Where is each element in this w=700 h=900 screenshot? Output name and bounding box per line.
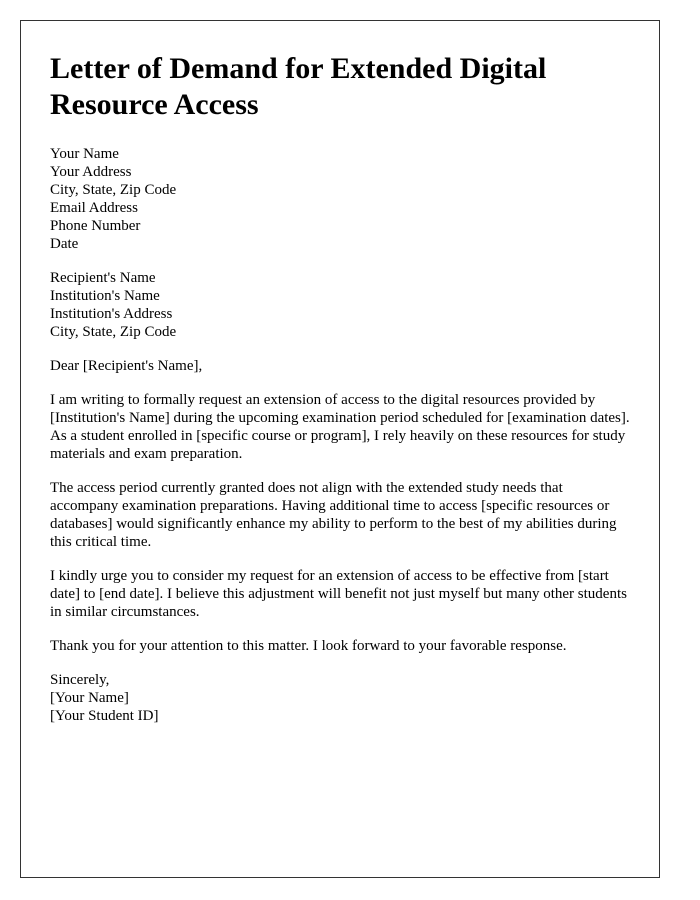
signature-name: [Your Name] <box>50 690 129 706</box>
sender-phone: Phone Number <box>50 218 141 234</box>
body-paragraph-4: Thank you for your attention to this matter. I look forward to your favorable response. <box>50 638 567 654</box>
closing-phrase: Sincerely, <box>50 672 110 688</box>
sender-name: Your Name <box>50 146 119 162</box>
recipient-address-block <box>50 269 634 341</box>
letter-title: Letter of Demand for Extended Digital Resource Access <box>50 52 547 121</box>
sender-city-state-zip: City, State, Zip Code <box>50 182 177 198</box>
letter-page <box>20 20 660 878</box>
body-paragraph-3: I kindly urge you to consider my request for an extension of access to be effective from [start date] to [end date]. I believe this adjustment will benefit not just myself but many other students in similar circumstances. <box>50 568 627 620</box>
body-paragraph-2: The access period currently granted does not align with the extended study needs that accompany examination preparations. Having additional time to access [specific resources or databases] would significantly enhance my ability to perform to the best of my abilities during this critical time. <box>50 480 617 550</box>
recipient-name: Recipient's Name <box>50 270 156 286</box>
institution-address: Institution's Address <box>50 306 173 322</box>
salutation: Dear [Recipient's Name], <box>50 358 203 374</box>
sender-address: Your Address <box>50 164 132 180</box>
letter-content <box>50 51 634 725</box>
body-paragraph-1: I am writing to formally request an extension of access to the digital resources provided by [Institution's Name] during the upcoming examination period scheduled for [examination dates]. As a student enrolled in [specific course or program], I rely heavily on these resources for study materials and exam preparation. <box>50 392 630 462</box>
sender-email: Email Address <box>50 200 138 216</box>
student-id: [Your Student ID] <box>50 708 159 724</box>
closing-block <box>50 671 634 725</box>
recipient-city-state-zip: City, State, Zip Code <box>50 324 177 340</box>
sender-address-block <box>50 145 634 253</box>
institution-name: Institution's Name <box>50 288 160 304</box>
letter-date: Date <box>50 236 79 252</box>
